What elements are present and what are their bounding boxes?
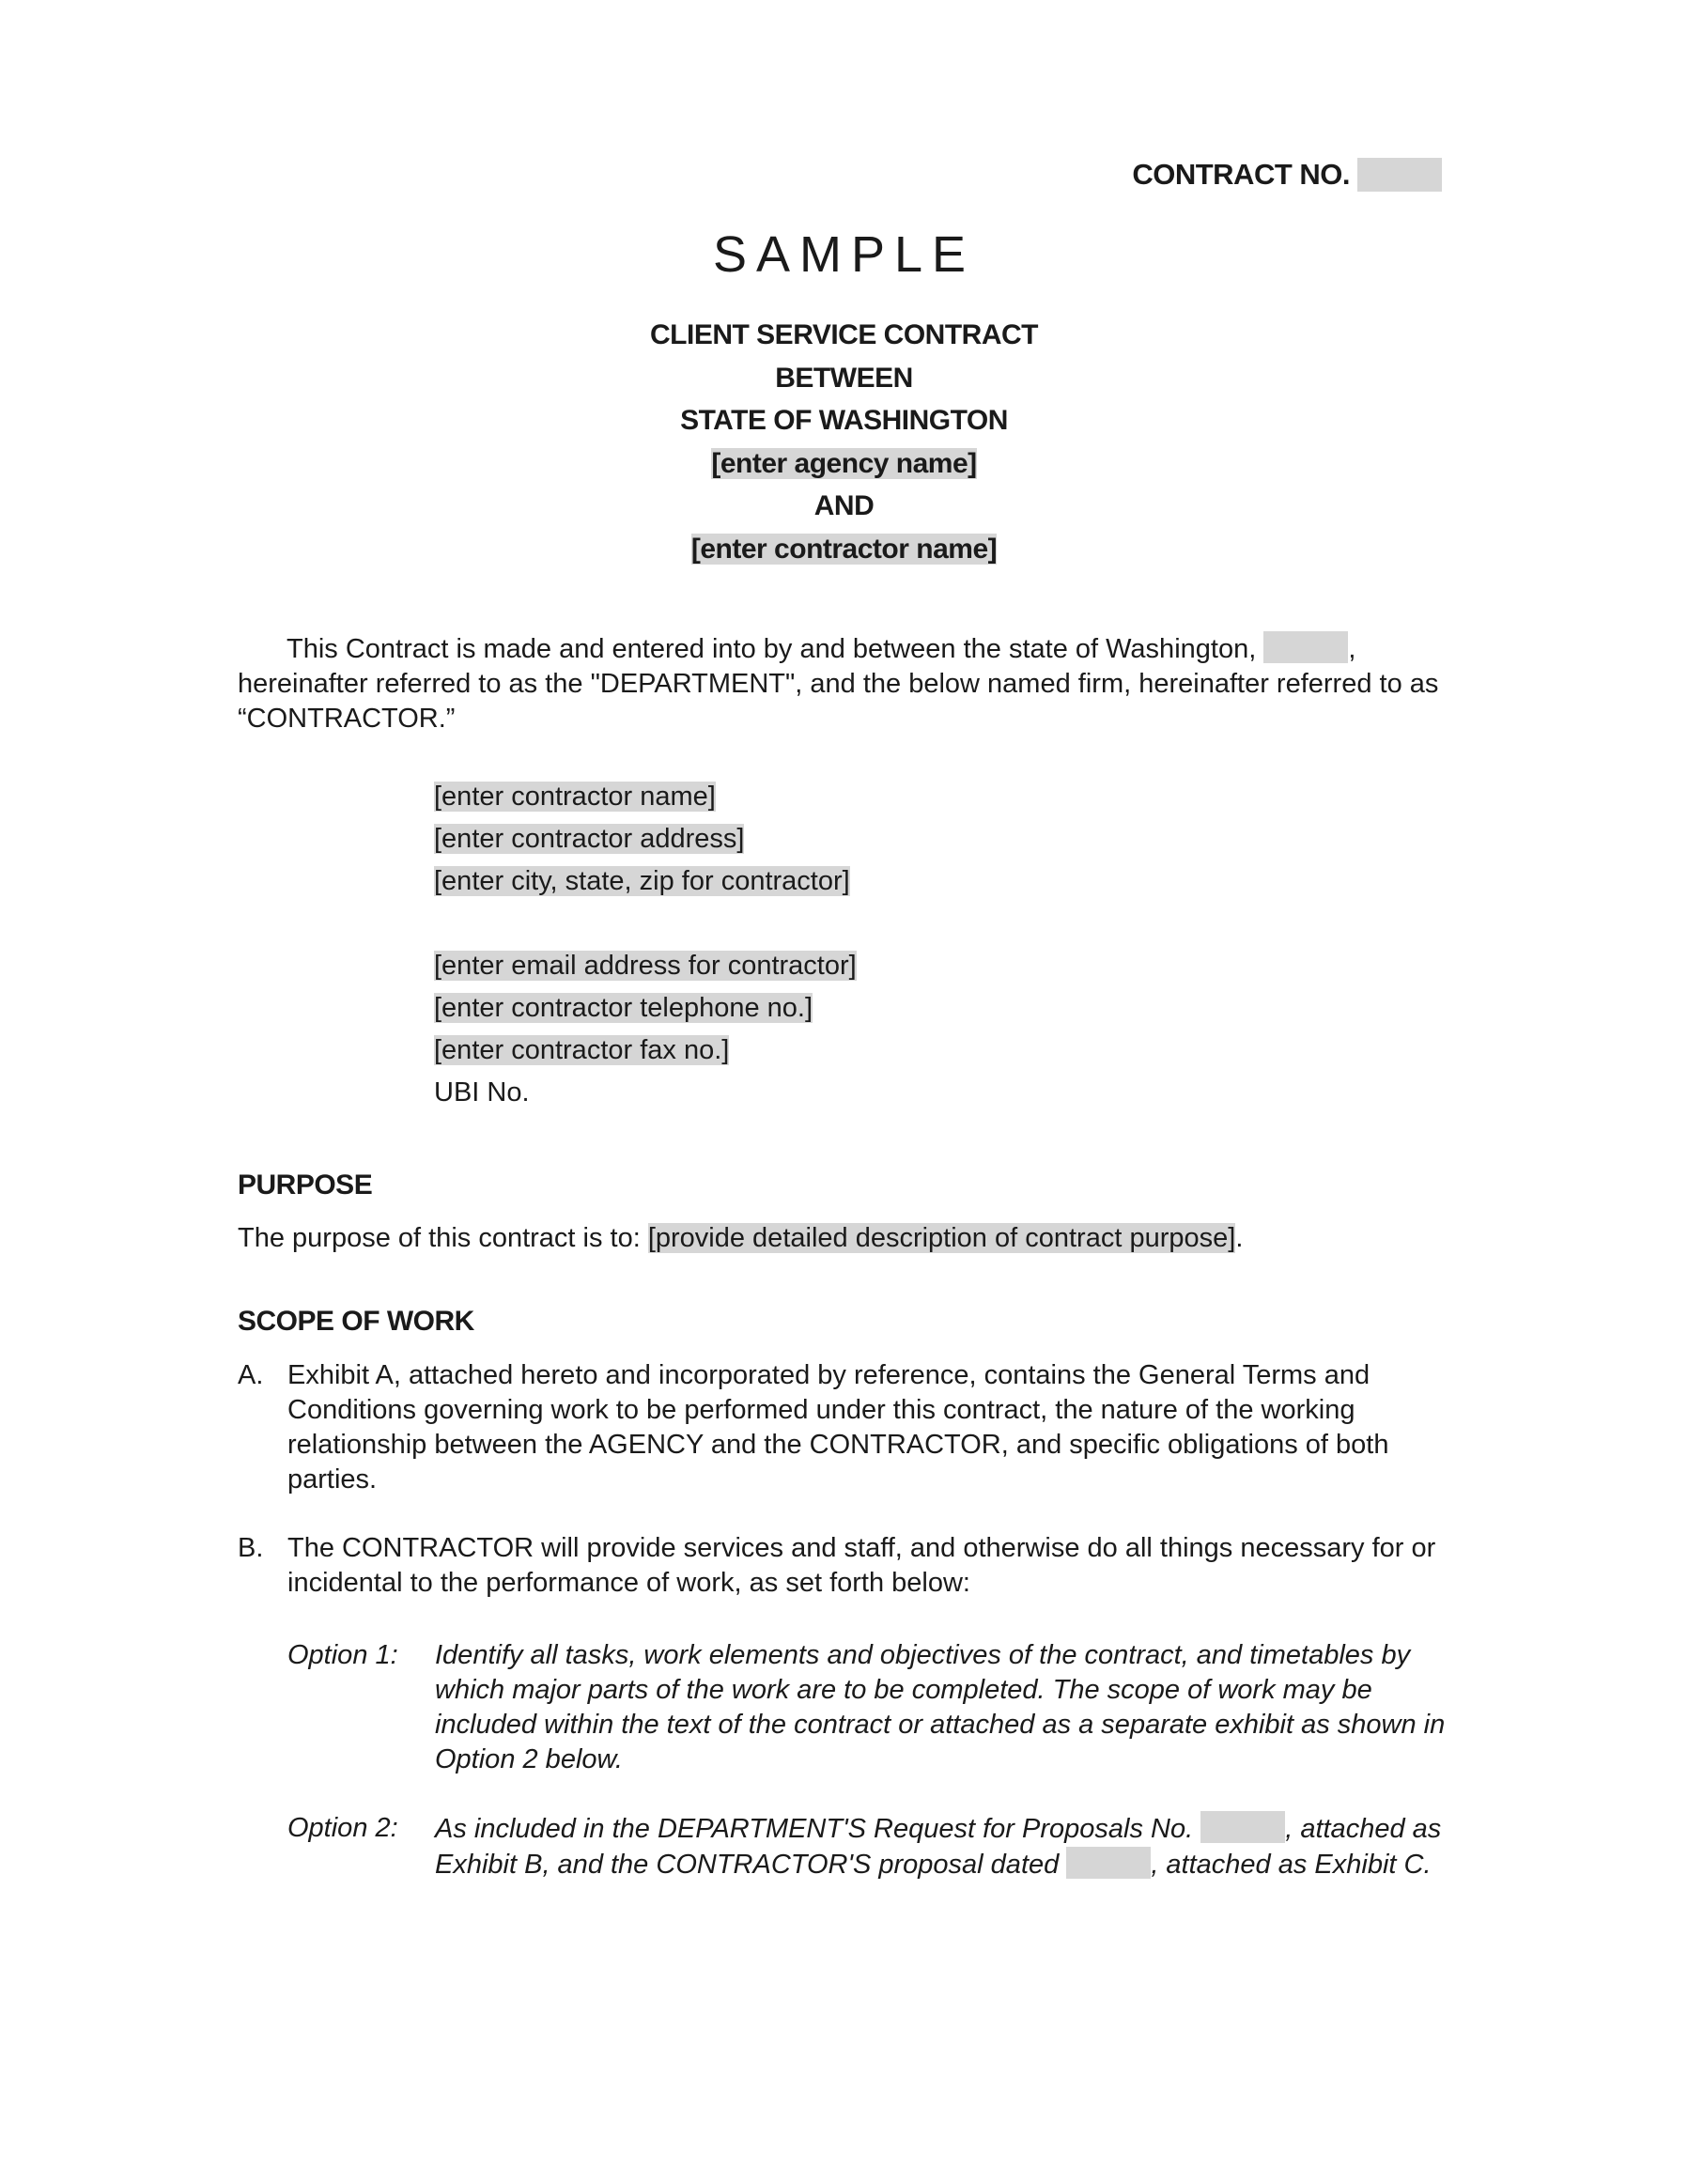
proposal-date-field[interactable] xyxy=(1066,1847,1151,1879)
intro-paragraph xyxy=(238,631,1459,736)
option-1 xyxy=(287,1638,1462,1777)
contract-number-field[interactable] xyxy=(1357,158,1442,192)
contractor-fax-field[interactable]: [enter contractor fax no.] xyxy=(434,1035,730,1065)
purpose-end: . xyxy=(1235,1223,1244,1253)
contract-number-label: CONTRACT NO. xyxy=(1132,158,1350,191)
purpose-description-field[interactable]: [provide detailed description of contract purpose] xyxy=(647,1223,1236,1253)
option-2 xyxy=(287,1811,1462,1882)
contractor-phone-field[interactable]: [enter contractor telephone no.] xyxy=(434,993,813,1023)
scope-heading: SCOPE OF WORK xyxy=(238,1306,474,1337)
intro-text-2: , hereinafter referred to as the "DEPARTMENT", and the below named firm, hereinafter referred to as “CONTRACTOR.” xyxy=(238,634,1439,734)
contractor-address-field[interactable]: [enter contractor address] xyxy=(434,824,745,854)
option-1-label: Option 1: xyxy=(287,1640,398,1670)
scope-item-b xyxy=(238,1531,1459,1601)
option-1-text: Identify all tasks, work elements and objectives of the contract, and timetables by which major parts of the work are to be completed. The scope of work may be included within the text of the contract or attached as a separate exhibit as shown in Option 2 below. xyxy=(435,1640,1446,1774)
intro-text-1: This Contract is made and entered into by and between the state of Washington, xyxy=(286,634,1264,664)
item-b-text: The CONTRACTOR will provide services and staff, and otherwise do all things necessary for or incidental to the performance of work, as set forth below: xyxy=(287,1533,1436,1598)
contract-number xyxy=(1132,158,1442,192)
sample-title: SAMPLE xyxy=(712,226,976,283)
heading-line-1: CLIENT SERVICE CONTRACT xyxy=(650,319,1038,350)
contractor-address-block xyxy=(434,776,857,1114)
purpose-lead: The purpose of this contract is to: xyxy=(238,1223,648,1253)
contract-heading xyxy=(0,314,1688,570)
item-b-letter: B. xyxy=(238,1533,264,1563)
item-a-text: Exhibit A, attached hereto and incorporated by reference, contains the General Terms and Conditions governing work to be performed under this contract, the nature of the working relationship between the AGENCY and the CONTRACTOR, and specific obligations of both parties. xyxy=(287,1360,1389,1495)
contractor-city-field[interactable]: [enter city, state, zip for contractor] xyxy=(434,866,850,896)
item-a-letter: A. xyxy=(238,1360,264,1390)
agency-name-field[interactable]: [enter agency name] xyxy=(711,447,977,479)
contractor-name-heading-field[interactable]: [enter contractor name] xyxy=(690,533,998,565)
option-2-label: Option 2: xyxy=(287,1813,398,1843)
rfp-number-field[interactable] xyxy=(1200,1811,1285,1843)
heading-line-3: STATE OF WASHINGTON xyxy=(680,405,1008,436)
heading-line-2: BETWEEN xyxy=(775,362,913,394)
purpose-heading: PURPOSE xyxy=(238,1169,373,1200)
option-2-text-3: , attached as Exhibit C. xyxy=(1151,1850,1432,1880)
purpose-paragraph xyxy=(238,1221,1459,1256)
option-2-text xyxy=(435,1811,1462,1882)
scope-item-a xyxy=(238,1358,1459,1497)
option-2-text-1: As included in the DEPARTMENT'S Request for Proposals No. xyxy=(435,1814,1201,1844)
contractor-name-field[interactable]: [enter contractor name] xyxy=(434,782,716,812)
contractor-email-field[interactable]: [enter email address for contractor] xyxy=(434,951,857,981)
heading-line-5: AND xyxy=(813,490,875,521)
agency-blank-field[interactable] xyxy=(1263,631,1348,663)
ubi-label: UBI No. xyxy=(434,1077,530,1107)
option-2-text-2: , attached as Exhibit B, and the CONTRACTOR'S proposal dated xyxy=(435,1814,1442,1880)
